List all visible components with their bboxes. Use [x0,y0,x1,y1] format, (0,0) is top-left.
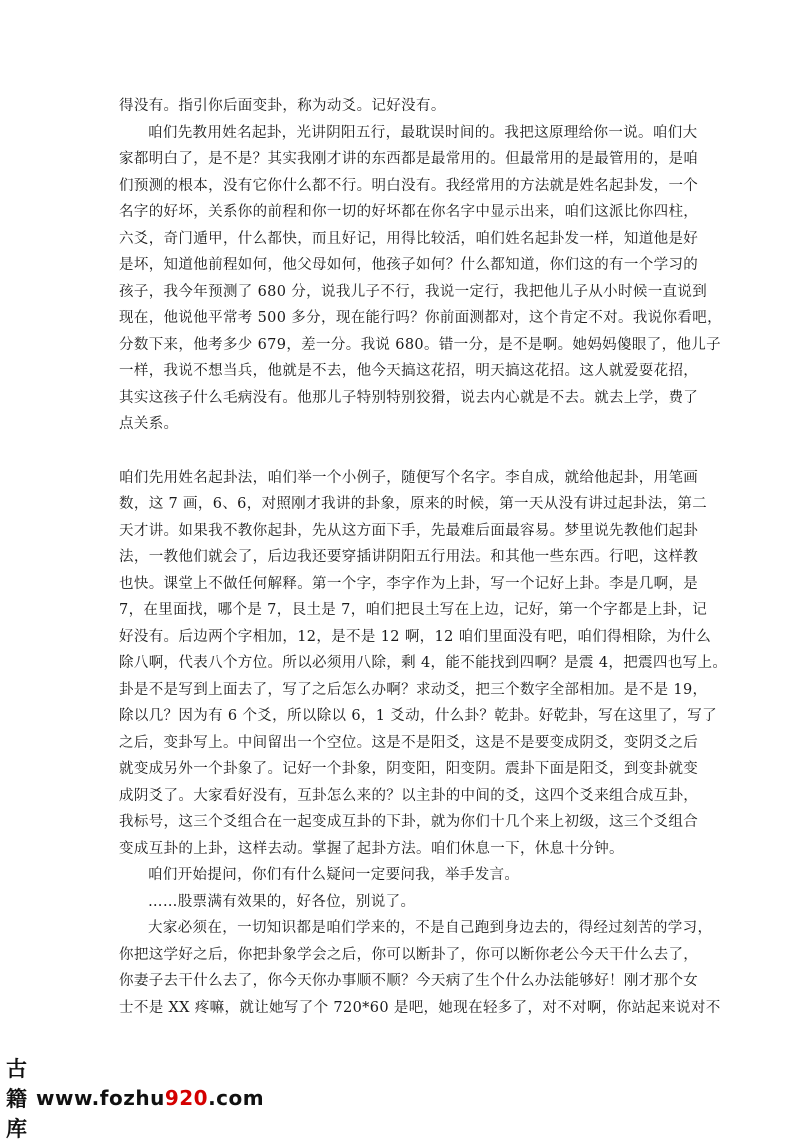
text-line: 士不是 XX 疼嘛，就让她写了个 720*60 是吧，她现在轻多了，对不对啊，你站起来说对不 [119,1000,721,1016]
site-url-suffix: .com [208,1086,265,1110]
text-line: 法，一教他们就会了，后边我还要穿插讲阴阳五行用法。和其他一些东西。行吧，这样教 [119,549,699,565]
text-line: 咱们开始提问，你们有什么疑问一定要问我，举手发言。 [148,867,520,883]
site-logo-text: 古籍库 [6,1057,28,1141]
text-line: 现在，他说他平常考 500 多分，现在能行吗？你前面测都对，这个肯定不对。我说你看吧， [119,310,722,326]
site-url-prefix: www.fozhu [36,1086,165,1110]
text-line: 其实这孩子什么毛病没有。他那儿子特别特别狡猾，说去内心就是不去。就去上学，费了 [119,390,699,406]
text-line: 成阴爻了。大家看好没有，互卦怎么来的？以主卦的中间的爻，这四个爻来组合成互卦， [119,788,699,804]
text-line: 分数下来，他考多少 679，差一分。我说 680。错一分，是不是啊。她妈妈傻眼了，他儿子 [119,337,721,353]
text-line: 是坏，知道他前程如何，他父母如何，他孩子如何？什么都知道，你们这的有一个学习的 [119,257,699,273]
text-line: 家都明白了，是不是？其实我刚才讲的东西都是最常用的。但最常用的是最管用的，是咱 [119,151,699,167]
text-line: 咱们先教用姓名起卦，光讲阴阳五行，最耽误时间的。我把这原理给你一说。咱们大 [148,125,698,141]
text-line: 卦是不是写到上面去了，写了之后怎么办啊？求动爻，把三个数字全部相加。是不是 19， [119,682,708,698]
text-line: ……股票满有效果的，好各位，别说了。 [148,894,416,910]
site-url-accent: 920 [164,1086,209,1110]
text-line: 之后，变卦写上。中间留出一个空位。这是不是阳爻，这是不是要变成阴爻，变阴爻之后 [119,735,699,751]
text-line: 得没有。指引你后面变卦，称为动爻。记好没有。 [119,98,446,114]
watermark-footer [0,1057,265,1141]
text-line: 点关系。 [119,416,179,432]
text-line: 除以几？因为有 6 个爻，所以除以 6，1 爻动，什么卦？乾卦。好乾卦，写在这里了，写了 [119,708,718,724]
text-line: 7，在里面找，哪个是 7，艮土是 7，咱们把艮土写在上边，记好，第一个字都是上卦，记 [119,602,708,618]
text-line: 也快。课堂上不做任何解释。第一个字，李字作为上卦，写一个记好上卦。李是几啊，是 [119,576,699,592]
text-line: 天才讲。如果我不教你起卦，先从这方面下手，先最难后面最容易。梦里说先教他们起卦 [119,523,699,539]
text-line: 孩子，我今年预测了 680 分，说我儿子不行，我说一定行，我把他儿子从小时候一直说到 [119,284,708,300]
text-line: 六爻，奇门遁甲，什么都快，而且好记，用得比较活，咱们姓名起卦发一样，知道他是好 [119,231,699,247]
text-line: 你把这学好之后，你把卦象学会之后，你可以断卦了，你可以断你老公今天干什么去了， [119,947,699,963]
text-line: 名字的好坏，关系你的前程和你一切的好坏都在你名字中显示出来，咱们这派比你四柱， [119,204,699,220]
site-url [36,1086,264,1110]
text-line: 咱们先用姓名起卦法，咱们举一个小例子，随便写个名字。李自成，就给他起卦，用笔画 [119,470,699,486]
text-line: 除八啊，代表八个方位。所以必须用八除，剩 4，能不能找到四啊？是震 4，把震四也写上。 [119,655,728,671]
text-line: 们预测的根本，没有它你什么都不行。明白没有。我经常用的方法就是姓名起卦发，一个 [119,178,699,194]
text-line: 数，这 7 画，6、6，对照刚才我讲的卦象，原来的时候，第一天从没有讲过起卦法，第二 [119,496,708,512]
text-line: 你妻子去干什么去了，你今天你办事顺不顺？今天病了生个什么办法能够好！刚才那个女 [119,973,699,989]
text-line: 大家必须在，一切知识都是咱们学来的，不是自己跑到身边去的，得经过刻苦的学习， [148,920,713,936]
text-line: 好没有。后边两个字相加，12，是不是 12 啊，12 咱们里面没有吧，咱们得相除，为什么 [119,629,712,645]
text-line: 一样，我说不想当兵，他就是不去，他今天搞这花招，明天搞这花招。这人就爱耍花招， [119,363,699,379]
text-line: 我标号，这三个爻组合在一起变成互卦的下卦，就为你们十几个来上初级，这三个爻组合 [119,814,699,830]
text-line: 变成互卦的上卦，这样去动。掌握了起卦方法。咱们休息一下，休息十分钟。 [119,841,624,857]
text-line: 就变成另外一个卦象了。记好一个卦象，阴变阳，阳变阴。震卦下面是阳爻，到变卦就变 [119,761,699,777]
